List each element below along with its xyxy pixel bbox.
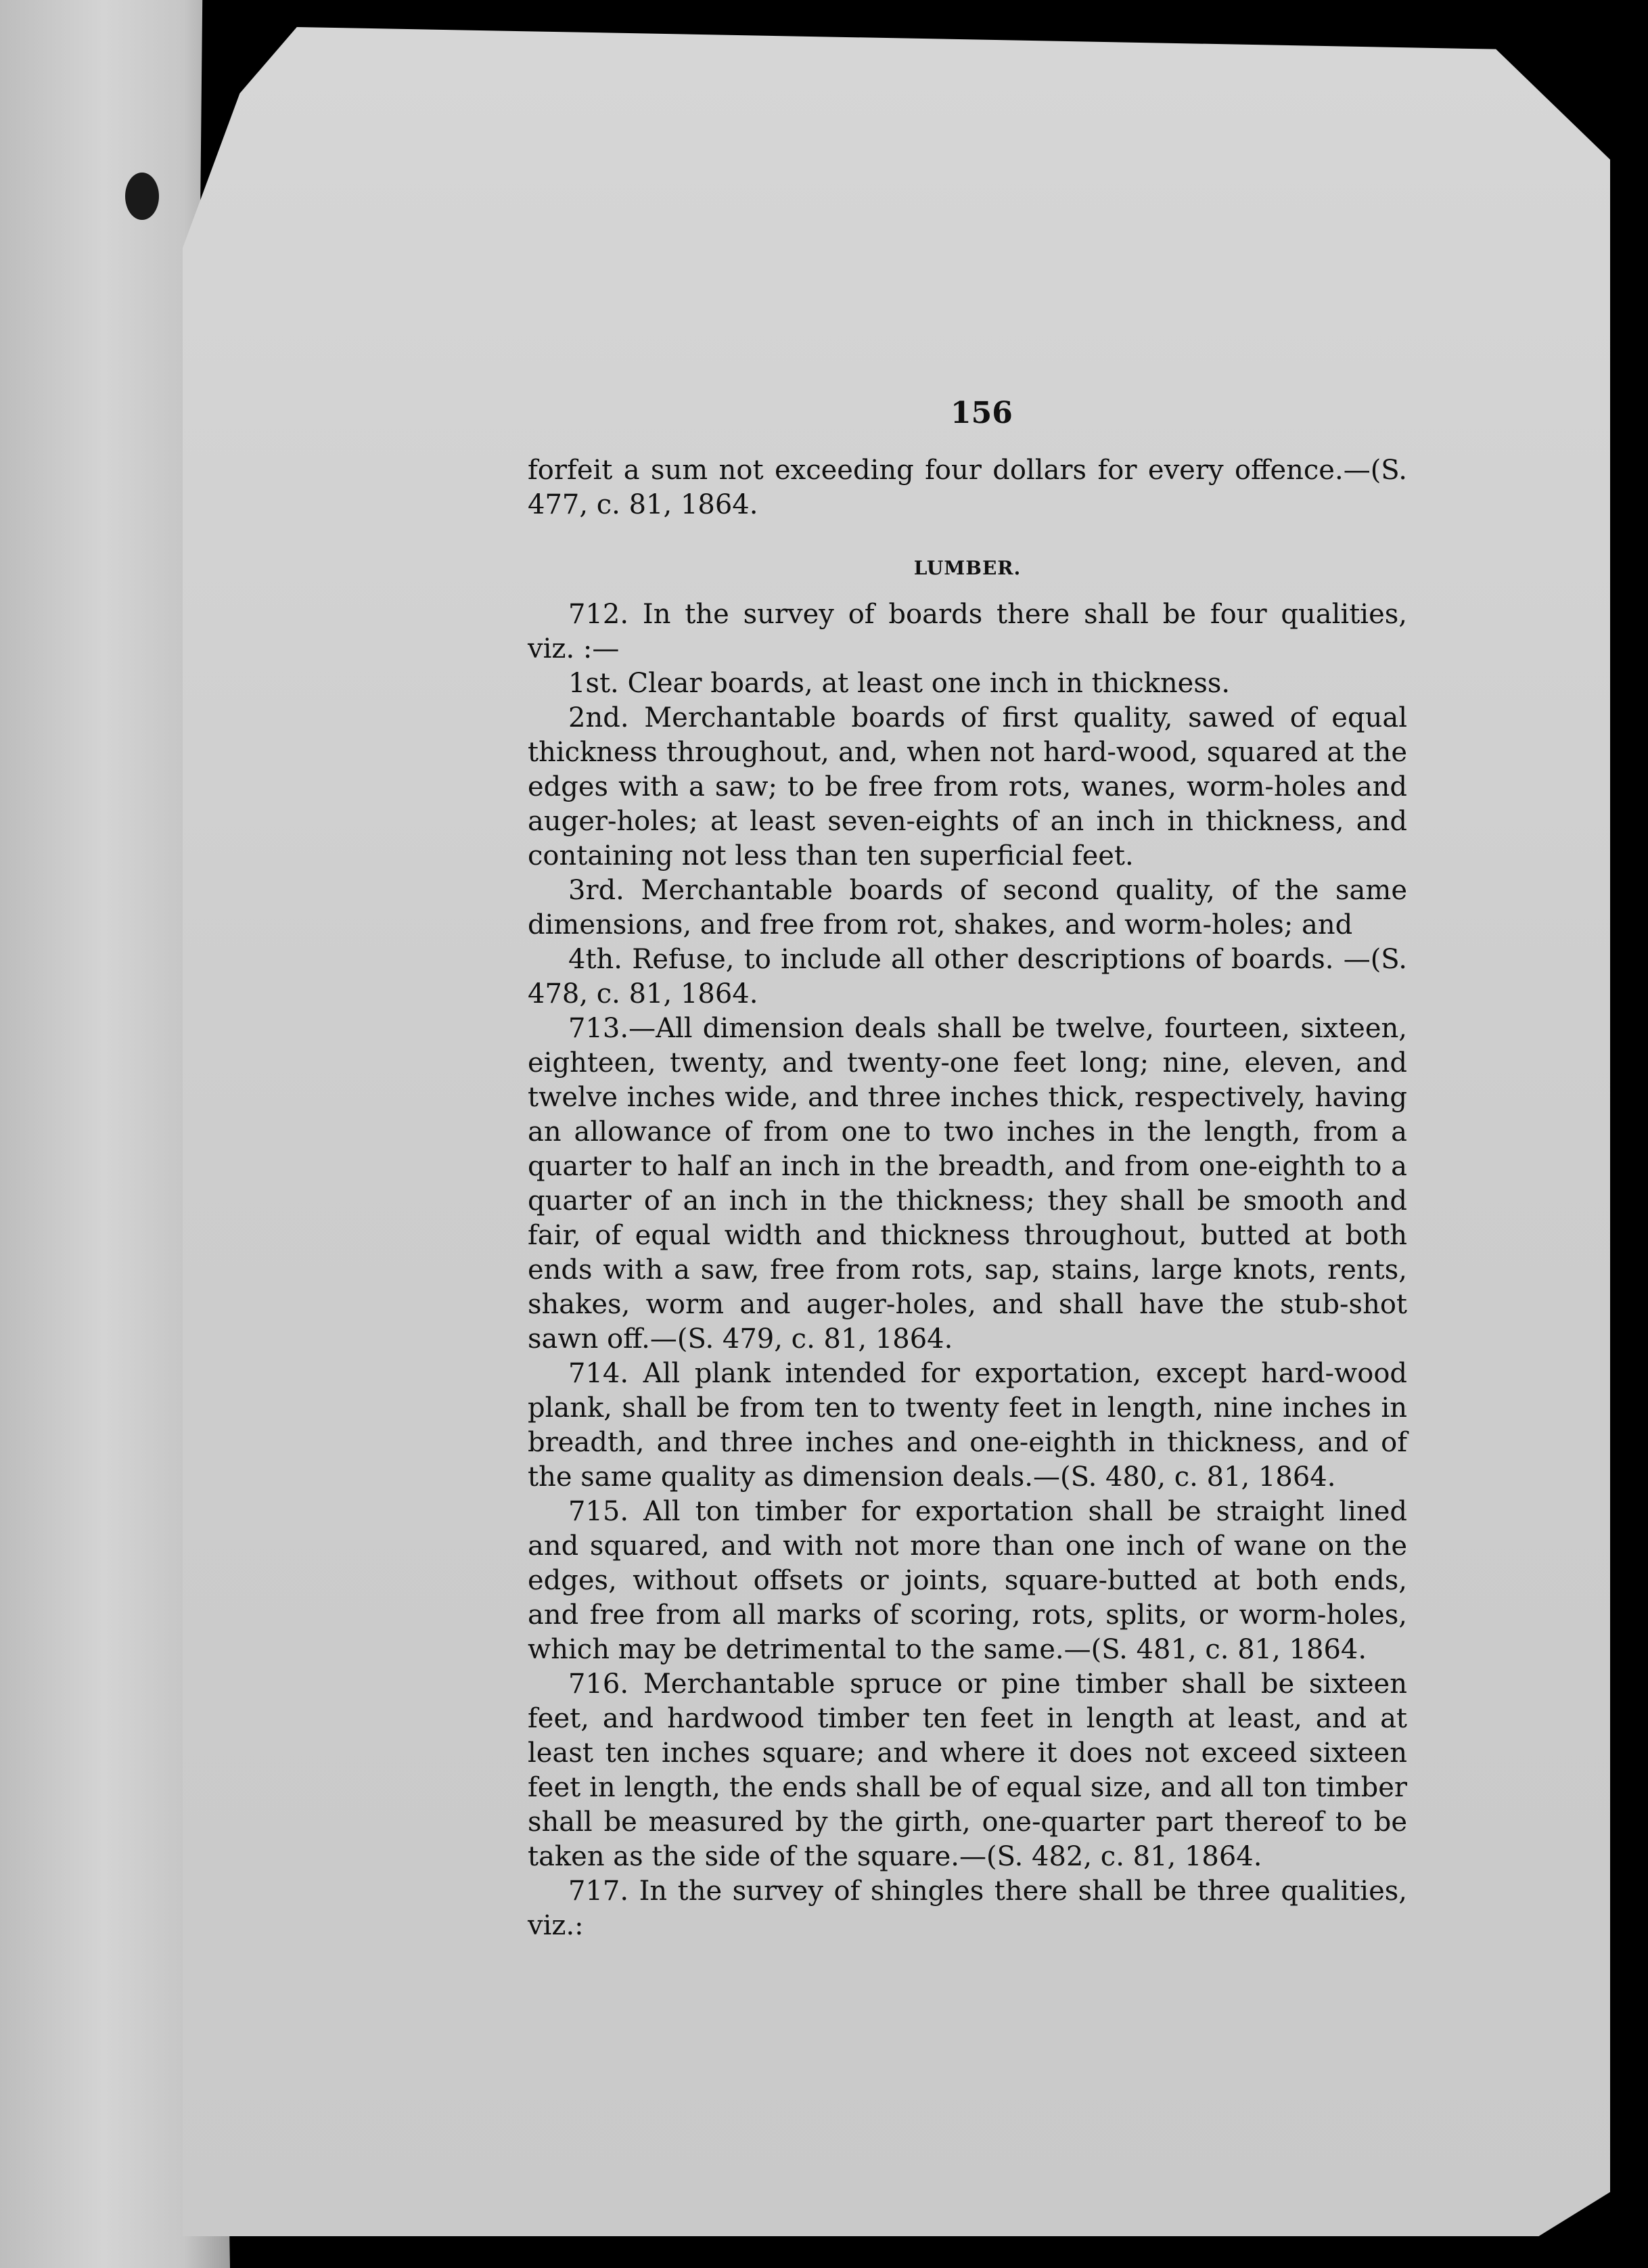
paragraph-1st: 1st. Clear boards, at least one inch in thickness. (568, 668, 1231, 699)
paragraph-715: 715. All ton timber for exportation shall be straight lined and squared, and with not more than one inch of wane on the edges, without offsets or joints, square-butted at both ends, and free from all marks of scoring, rots, splits, or worm-holes, which may be detrimental to the same.—(S. 481, c. 81, 1864. (528, 1496, 1407, 1665)
paragraph-717: 717. In the survey of shingles there shall be three qualities, viz.: (528, 1876, 1407, 1941)
paragraph-716: 716. Merchantable spruce or pine timber shall be sixteen feet, and hardwood timber ten feet in length at least, and at least ten inches square; and where it does not exceed sixteen feet in length, the ends shall be of equal size, and all ton timber shall be measured by the girth, one-quarter part thereof to be taken as the side of the square.—(S. 482, c. 81, 1864. (528, 1669, 1407, 1872)
section-heading: LUMBER. (913, 557, 1022, 579)
opening-text: forfeit a sum not exceeding four dollars for every offence.—(S. 477, c. 81, 1864. (528, 455, 1407, 520)
page-damage-hole (125, 173, 159, 220)
paragraph-712: 712. In the survey of boards there shall be four qualities, viz. :— (528, 599, 1407, 664)
paragraph-3rd: 3rd. Merchantable boards of second quality, of the same dimensions, and free from rot, shakes, and worm-holes; and (528, 875, 1407, 940)
paragraph-4th: 4th. Refuse, to include all other descriptions of boards. —(S. 478, c. 81, 1864. (528, 944, 1407, 1010)
paragraph-713: 713.—All dimension deals shall be twelve, fourteen, sixteen, eighteen, twenty, and twenty-one feet long; nine, eleven, and twelve inches wide, and three inches thick, respectively, having an allowance of from one to two inches in the length, from a quarter to half an inch in the breadth, and from one-eighth to a quarter of an inch in the thickness; they shall be smooth and fair, of equal width and thickness throughout, butted at both ends with a saw, free from rots, sap, stains, large knots, rents, shakes, worm and auger-holes, and shall have the stub-shot sawn off.—(S. 479, c. 81, 1864. (528, 1013, 1407, 1355)
document-text (528, 392, 1407, 1943)
paragraph-2nd: 2nd. Merchantable boards of first quality, sawed of equal thickness throughout, and, when not hard-wood, squared at the edges with a saw; to be free from rots, wanes, worm-holes and auger-holes; at least seven-eights of an inch in thickness, and containing not less than ten superficial feet. (528, 702, 1407, 871)
paragraph-714: 714. All plank intended for exportation, except hard-wood plank, shall be from ten to twenty feet in length, nine inches in breadth, and three inches and one-eighth in thickness, and of the same quality as dimension deals.—(S. 480, c. 81, 1864. (528, 1358, 1407, 1493)
page-number: 156 (951, 396, 1013, 430)
